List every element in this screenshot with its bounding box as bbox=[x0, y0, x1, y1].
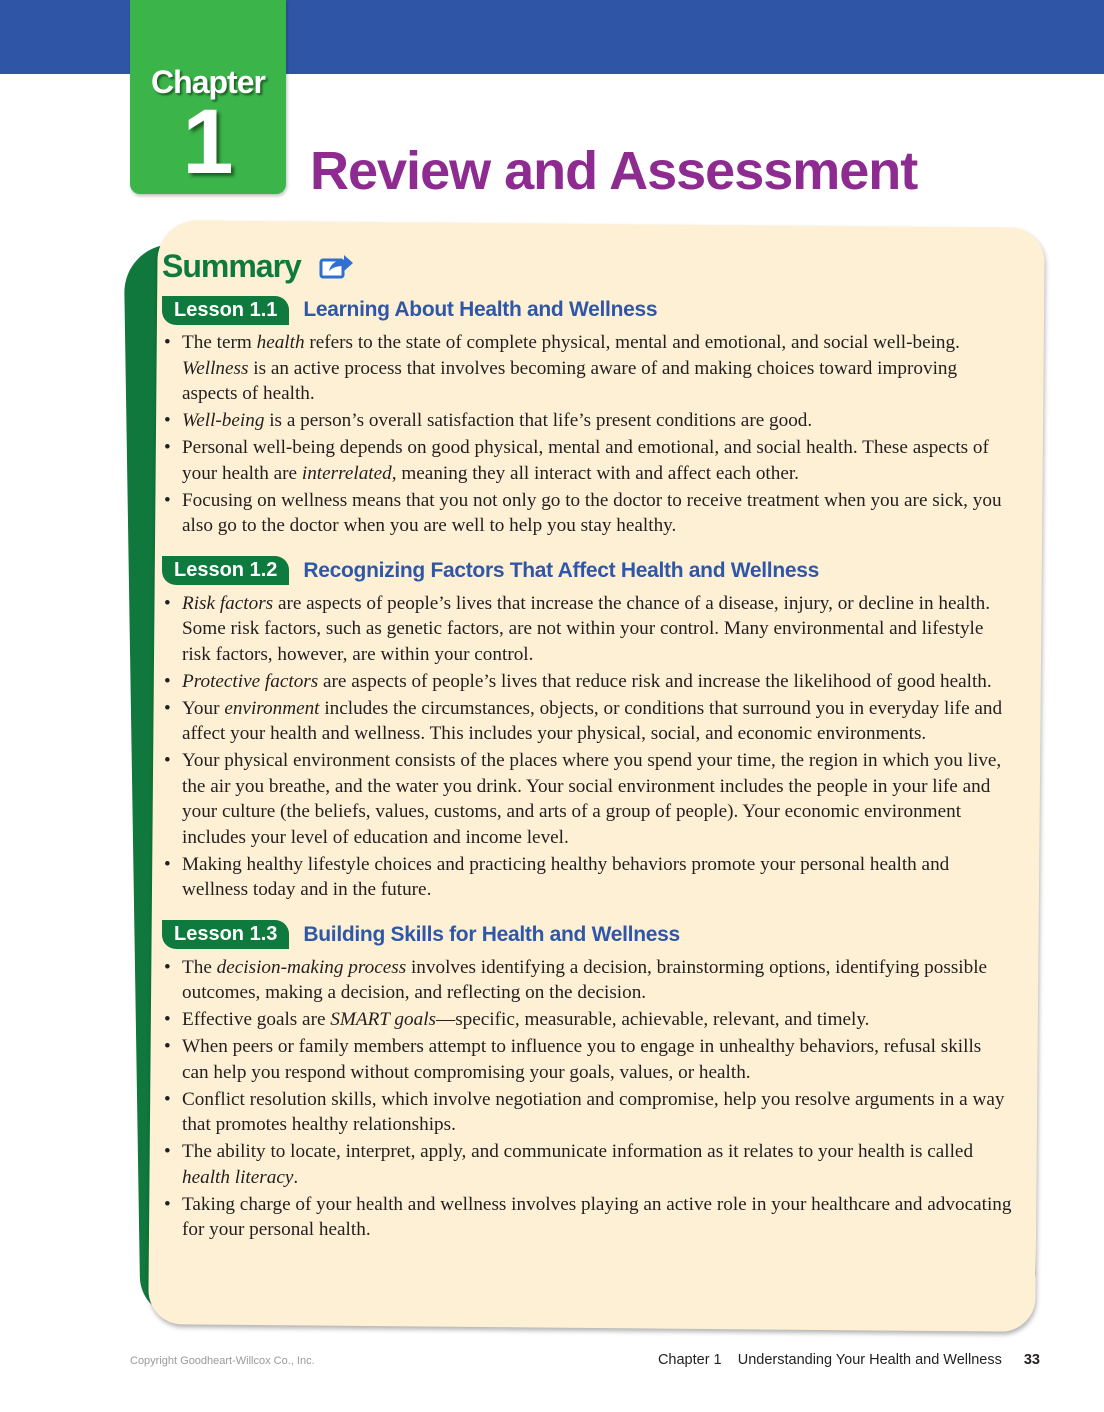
page-title: Review and Assessment bbox=[310, 141, 918, 201]
lesson-title: Building Skills for Health and Wellness bbox=[303, 922, 680, 946]
bullet-item: • Your physical environment consists of the places where you spend your time, the region in which you live, the air you breathe, and the water you drink. Your social environment includes the people in your life and your culture (the beliefs, values, customs, and arts of a group of people). Your economic environment includes your level of education and income level. bbox=[162, 748, 1012, 850]
lesson-header bbox=[162, 919, 1012, 951]
bullet-item: • The ability to locate, interpret, apply, and communicate information as it relates to your health is called health literacy. bbox=[162, 1139, 1012, 1190]
bullet-item: • Well-being is a person’s overall satisfaction that life’s present conditions are good. bbox=[162, 408, 1012, 434]
lesson-header bbox=[162, 555, 1012, 587]
copyright-notice: Copyright Goodheart-Willcox Co., Inc. bbox=[130, 1355, 315, 1367]
summary-content bbox=[162, 244, 1012, 1244]
bullet-item: • When peers or family members attempt to influence you to engage in unhealthy behaviors, refusal skills can help you respond without compromising your goals, values, or health. bbox=[162, 1034, 1012, 1085]
chapter-number: 1 bbox=[182, 91, 234, 193]
page-footer bbox=[658, 1352, 1040, 1368]
bullet-item: • Focusing on wellness means that you not only go to the doctor to receive treatment when you are sick, you also go to the doctor when you are well to help you stay healthy. bbox=[162, 488, 1012, 539]
bullet-item: • Protective factors are aspects of people’s lives that reduce risk and increase the likelihood of good health. bbox=[162, 669, 1012, 695]
bullet-item: • Taking charge of your health and wellness involves playing an active role in your healthcare and advocating for your personal health. bbox=[162, 1192, 1012, 1243]
bullet-item: • The decision-making process involves identifying a decision, brainstorming options, identifying possible outcomes, making a decision, and reflecting on the decision. bbox=[162, 955, 1012, 1006]
bullet-item: • Making healthy lifestyle choices and practicing healthy behaviors promote your personal health and wellness today and in the future. bbox=[162, 852, 1012, 903]
bullet-item: • Conflict resolution skills, which involve negotiation and compromise, help you resolve arguments in a way that promotes healthy relationships. bbox=[162, 1087, 1012, 1138]
bullet-list bbox=[162, 591, 1012, 903]
lesson-badge: Lesson 1.3 bbox=[162, 920, 289, 949]
chapter-tab bbox=[130, 0, 286, 194]
chapter-label: Chapter bbox=[151, 64, 265, 100]
summary-header bbox=[162, 244, 1012, 288]
bullet-item: • Risk factors are aspects of people’s lives that increase the chance of a disease, injury, or decline in health. Some risk factors, such as genetic factors, are not within your control. Many environmental and lifestyle risk factors, however, are within your control. bbox=[162, 591, 1012, 668]
lesson-badge: Lesson 1.2 bbox=[162, 556, 289, 585]
page-number: 33 bbox=[1023, 1352, 1040, 1368]
lesson-badge: Lesson 1.1 bbox=[162, 296, 289, 325]
lesson-header bbox=[162, 294, 1012, 326]
bullet-item: • Effective goals are SMART goals—specific, measurable, achievable, relevant, and timely. bbox=[162, 1007, 1012, 1033]
share-arrow-icon[interactable] bbox=[319, 252, 355, 280]
lesson-title: Learning About Health and Wellness bbox=[303, 298, 658, 321]
bullet-list bbox=[162, 330, 1012, 539]
running-head: Chapter 1 Understanding Your Health and Wellness bbox=[657, 1352, 1002, 1368]
lesson-list bbox=[162, 294, 1012, 1243]
bullet-list bbox=[162, 955, 1012, 1243]
bullet-item: • The term health refers to the state of complete physical, mental and emotional, and social well-being. Wellness is an active process that involves becoming aware of and making choices toward improving aspects of health. bbox=[162, 330, 1012, 407]
summary-heading: Summary bbox=[162, 247, 301, 284]
lesson-title: Recognizing Factors That Affect Health and Wellness bbox=[303, 558, 820, 582]
bullet-item: • Personal well-being depends on good physical, mental and emotional, and social health. These aspects of your health are interrelated, meaning they all interact with and affect each other. bbox=[162, 435, 1012, 486]
bullet-item: • Your environment includes the circumstances, objects, or conditions that surround you in everyday life and affect your health and wellness. This includes your physical, social, and economic environments. bbox=[162, 696, 1012, 747]
